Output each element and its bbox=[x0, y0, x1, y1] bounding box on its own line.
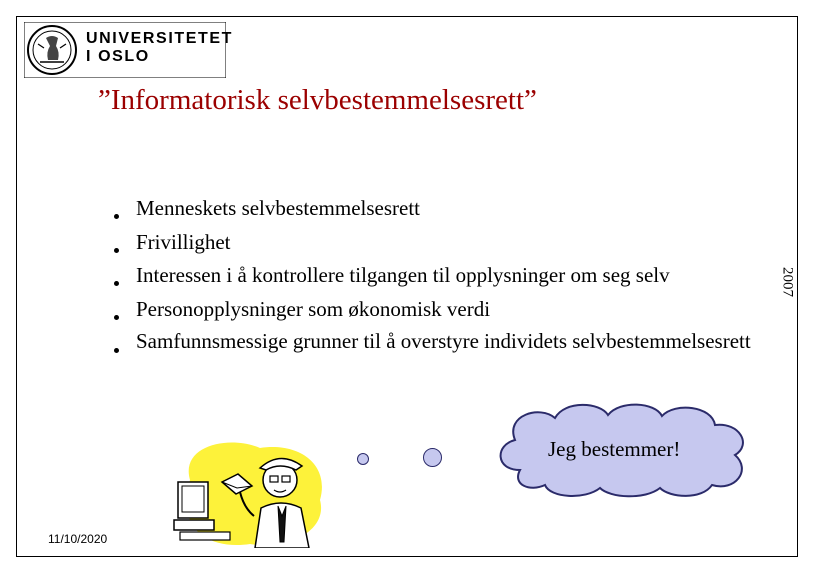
bullet-item: Personopplysninger som økonomisk verdi bbox=[112, 293, 772, 327]
bullet-item: Samfunnsmessige grunner til å overstyre individets selvbestemmelsesrett bbox=[112, 326, 772, 357]
logo-text-line1: UNIVERSITETET bbox=[86, 30, 234, 47]
bullet-item: Interessen i å kontrollere tilgangen til opplysninger om seg selv bbox=[112, 259, 772, 293]
side-year-label: 2007 bbox=[779, 267, 796, 297]
thought-dot-large bbox=[423, 448, 442, 467]
slide-title: ”Informatorisk selvbestemmelsesrett” bbox=[98, 84, 537, 116]
bullet-item: Menneskets selvbestemmelsesrett bbox=[112, 192, 772, 226]
slide-date: 11/10/2020 bbox=[48, 532, 108, 546]
logo-text-line2: I OSLO bbox=[86, 48, 150, 65]
bullet-list bbox=[112, 192, 772, 357]
bullet-item: Frivillighet bbox=[112, 226, 772, 260]
person-at-computer-clipart bbox=[170, 440, 330, 548]
thought-cloud-text: Jeg bestemmer! bbox=[548, 437, 681, 461]
thought-dot-small bbox=[357, 453, 369, 465]
